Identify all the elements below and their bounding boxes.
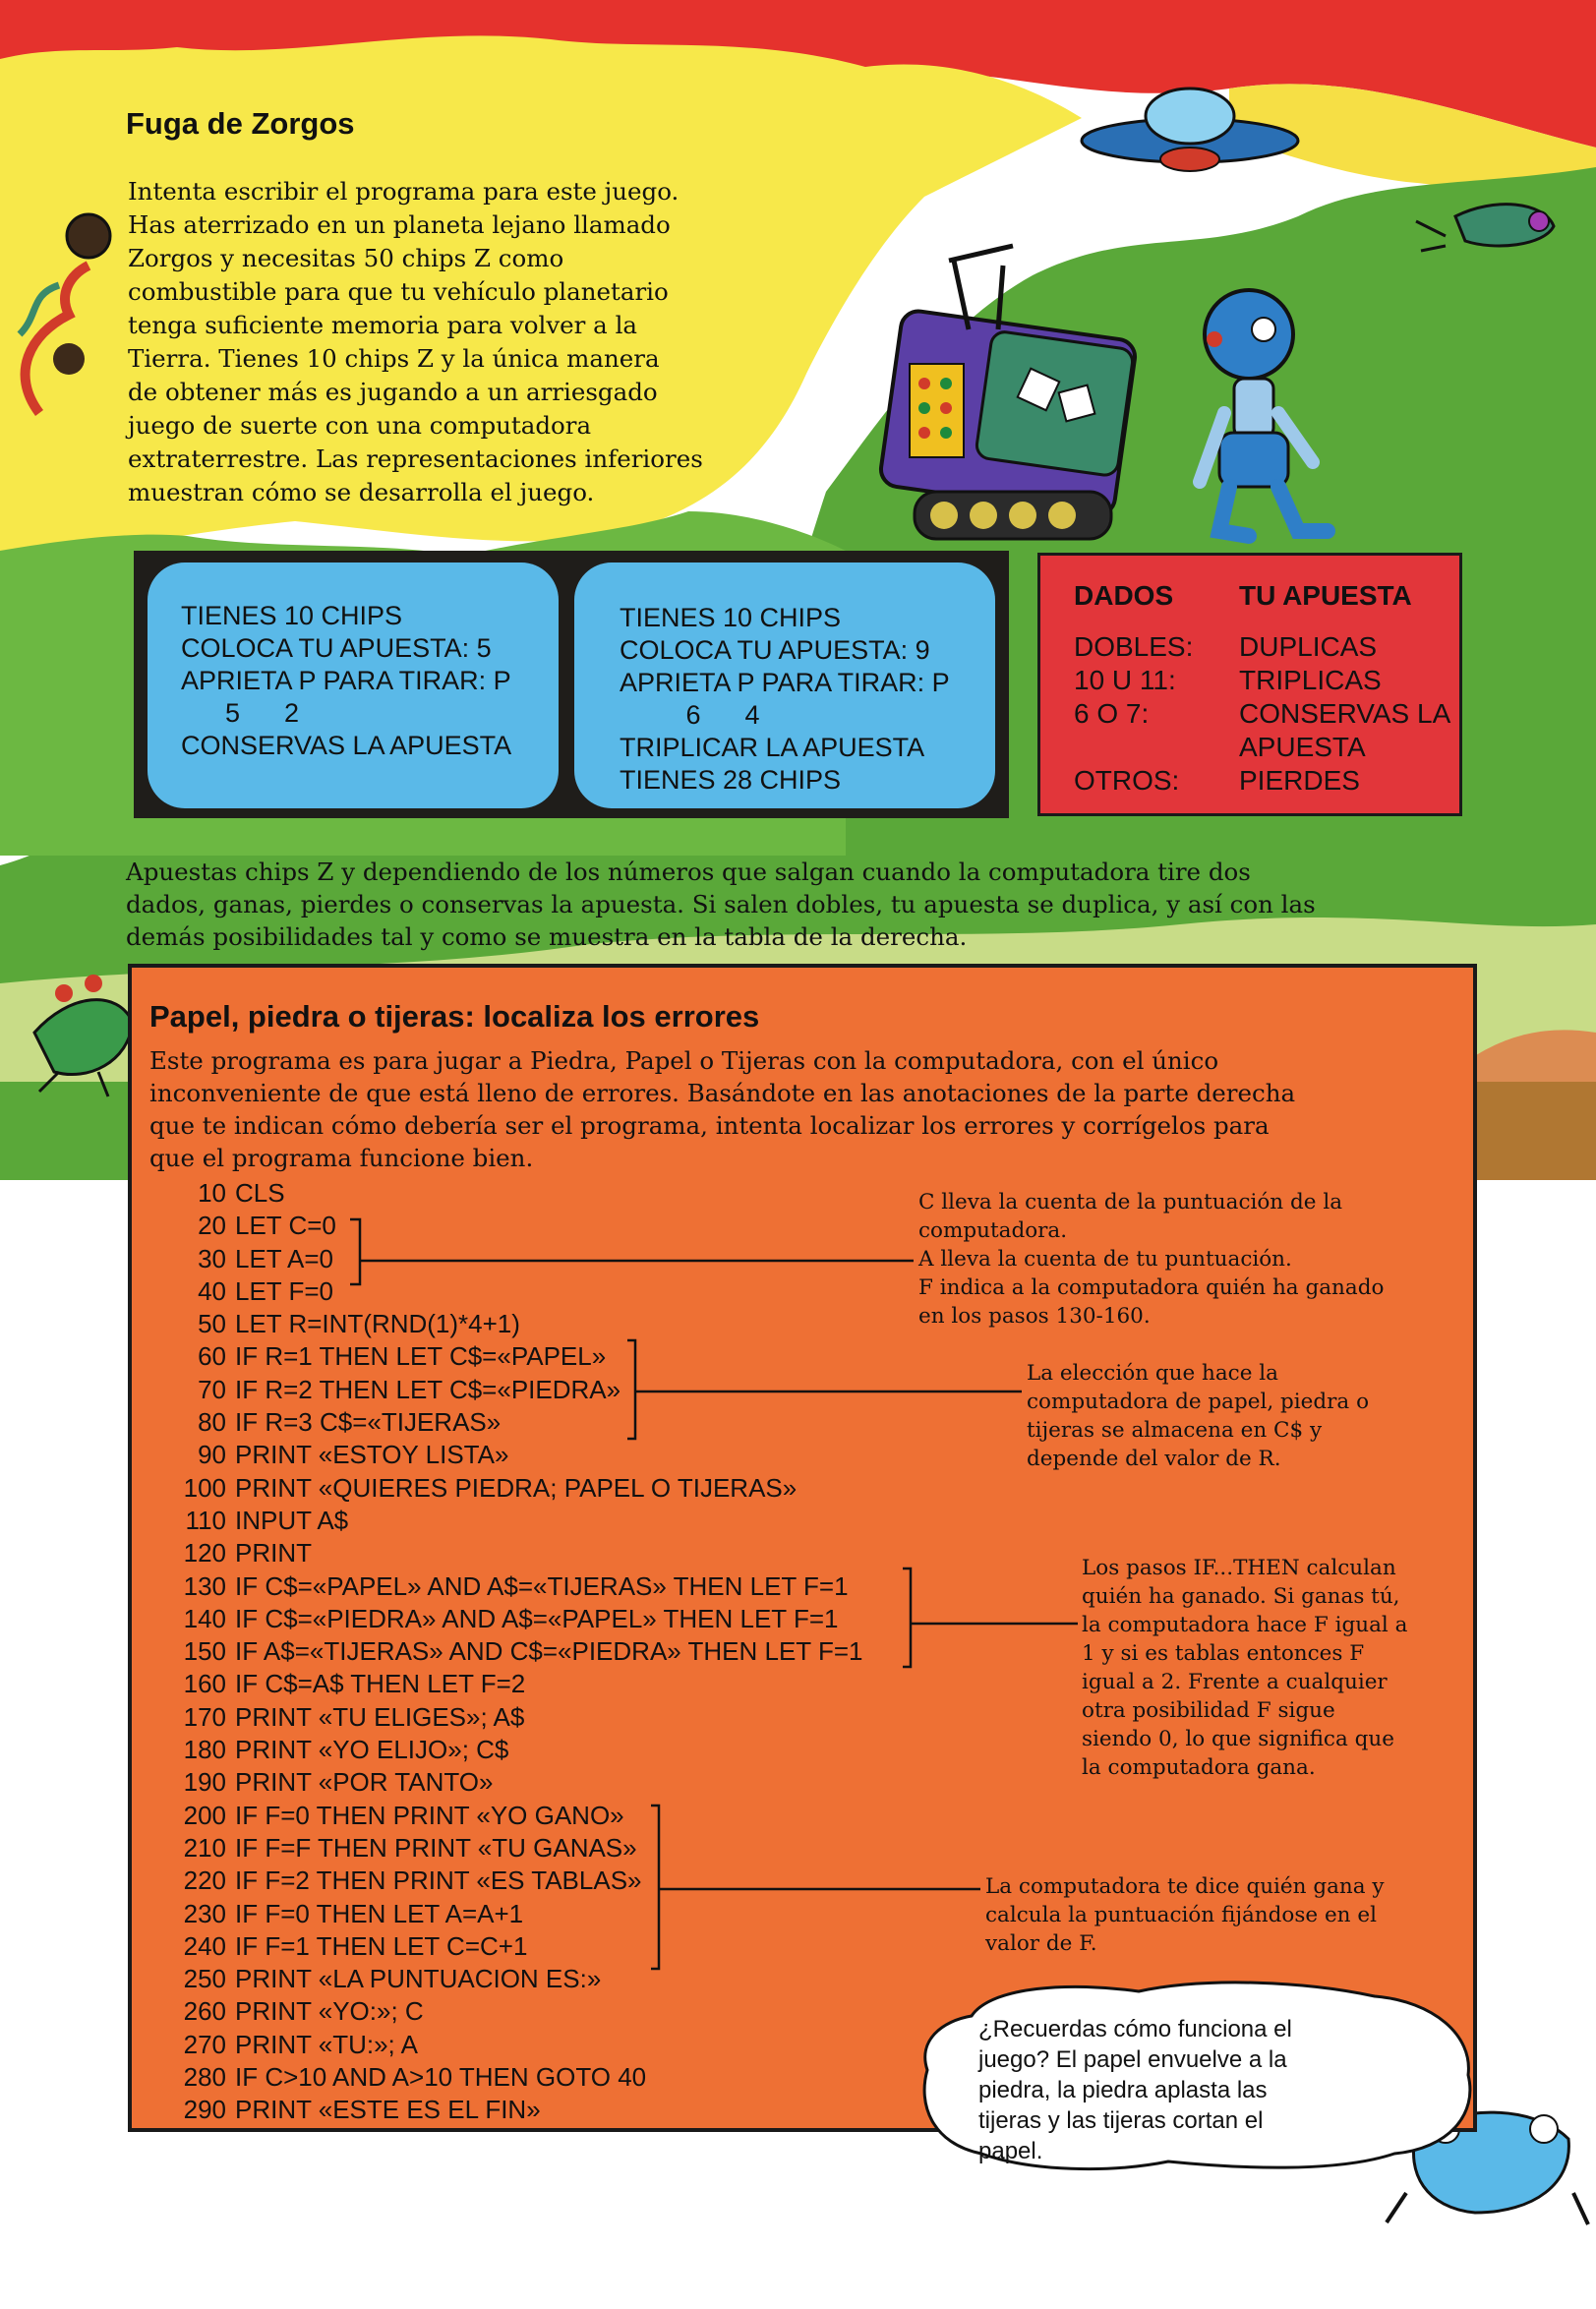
code-statement: PRINT «ESTE ES EL FIN» xyxy=(235,2095,541,2125)
table-cell-apuesta: CONSERVAS LA xyxy=(1239,698,1451,729)
line-number: 280 xyxy=(183,2062,226,2093)
line-number: 60 xyxy=(198,1341,226,1372)
game-screen-1 xyxy=(148,562,559,808)
table-cell-apuesta: DUPLICAS xyxy=(1239,631,1378,662)
code-statement: INPUT A$ xyxy=(235,1505,349,1535)
code-statement: PRINT «YO:»; C xyxy=(235,1996,424,2027)
line-number: 230 xyxy=(183,1898,226,1928)
intro-line: tenga suficiente memoria para volver a la xyxy=(128,311,638,339)
line-number: 270 xyxy=(183,2029,226,2059)
note-line: la computadora hace F igual a xyxy=(1082,1613,1408,1637)
note-line: A lleva la cuenta de tu puntuación. xyxy=(918,1247,1292,1272)
screen-line: 6 4 xyxy=(620,700,760,730)
screen-line: TIENES 28 CHIPS xyxy=(620,765,842,795)
code-statement: IF F=0 THEN LET A=A+1 xyxy=(235,1898,524,1928)
bubble-line: juego? El papel envuelve a la xyxy=(978,2046,1287,2073)
code-statement: PRINT «YO ELIJO»; C$ xyxy=(235,1735,509,1765)
line-number: 120 xyxy=(183,1538,226,1569)
bubble-line: ¿Recuerdas cómo funciona el xyxy=(978,2016,1292,2043)
code-statement: LET F=0 xyxy=(235,1275,333,1306)
bubble-text xyxy=(978,2014,1292,2166)
code-statement: IF F=1 THEN LET C=C+1 xyxy=(235,1930,528,1961)
line-number: 260 xyxy=(183,1996,226,2027)
note-line: computadora de papel, piedra o xyxy=(1027,1390,1370,1414)
code-statement: IF R=1 THEN LET C$=«PAPEL» xyxy=(235,1341,607,1372)
line-number: 140 xyxy=(183,1603,226,1633)
code-statement: IF C>10 AND A>10 THEN GOTO 40 xyxy=(235,2062,647,2093)
line-number: 30 xyxy=(198,1243,226,1273)
code-statement: LET C=0 xyxy=(235,1211,336,1241)
panel-title: Papel, piedra o tijeras: localiza los errores xyxy=(149,999,760,1034)
code-statement: IF F=2 THEN PRINT «ES TABLAS» xyxy=(235,1865,642,1896)
screen-line: TIENES 10 CHIPS xyxy=(620,603,842,632)
line-number: 240 xyxy=(183,1930,226,1961)
line-number: 290 xyxy=(183,2095,226,2125)
intro-line: extraterrestre. Las representaciones inferiores xyxy=(128,444,703,473)
bubble-line: papel. xyxy=(978,2138,1043,2164)
code-statement: PRINT «ESTOY LISTA» xyxy=(235,1440,509,1470)
code-statement: CLS xyxy=(235,1178,285,1208)
code-statement: LET A=0 xyxy=(235,1243,333,1273)
intro-line: Tierra. Tienes 10 chips Z y la única manera xyxy=(128,344,660,373)
table-cell-apuesta: TRIPLICAS xyxy=(1239,665,1382,695)
line-number: 50 xyxy=(198,1309,226,1339)
code-statement: PRINT «TU ELIGES»; A$ xyxy=(235,1701,525,1732)
intro-line: Has aterrizado en un planeta lejano llamado xyxy=(128,210,671,239)
line-number: 110 xyxy=(185,1505,226,1535)
screen-line: COLOCA TU APUESTA: 5 xyxy=(181,633,492,663)
table-cell-dados: 6 O 7: xyxy=(1074,698,1150,729)
intro-text xyxy=(128,175,703,509)
line-number: 190 xyxy=(183,1767,226,1798)
screen-line: 5 2 xyxy=(181,698,300,728)
code-statement: IF C$=«PIEDRA» AND A$=«PAPEL» THEN LET F=1 xyxy=(235,1603,839,1633)
table-header-apuesta: TU APUESTA xyxy=(1239,580,1412,611)
line-number: 170 xyxy=(183,1701,226,1732)
line-number: 150 xyxy=(183,1636,226,1667)
line-number: 180 xyxy=(183,1735,226,1765)
line-number: 200 xyxy=(183,1800,226,1830)
note-line: La elección que hace la xyxy=(1027,1361,1278,1386)
table-cell-dados: OTROS: xyxy=(1074,765,1180,796)
bubble-line: piedra, la piedra aplasta las xyxy=(978,2077,1268,2103)
note-line: siendo 0, lo que significa que xyxy=(1082,1727,1394,1751)
table-cell-dados: DOBLES: xyxy=(1074,631,1194,662)
intro-line: juego de suerte con una computadora xyxy=(128,411,592,440)
code-statement: PRINT «TU:»; A xyxy=(235,2029,418,2059)
code-statement: LET R=INT(RND(1)*4+1) xyxy=(235,1309,520,1339)
intro-line: combustible para que tu vehículo planetario xyxy=(128,277,669,306)
code-statement: IF C$=«PAPEL» AND A$=«TIJERAS» THEN LET F=1 xyxy=(235,1570,849,1601)
note-line: F indica a la computadora quién ha ganado xyxy=(918,1275,1385,1300)
table-cell-dados: 10 U 11: xyxy=(1074,665,1176,695)
line-number: 210 xyxy=(183,1832,226,1863)
description-line: demás posibilidades tal y como se muestra en la tabla de la derecha. xyxy=(126,922,968,951)
note-line: la computadora gana. xyxy=(1082,1755,1316,1780)
line-number: 40 xyxy=(198,1275,226,1306)
code-statement: IF R=3 C$=«TIJERAS» xyxy=(235,1407,502,1438)
line-number: 10 xyxy=(198,1178,226,1208)
table-header-dados: DADOS xyxy=(1074,580,1174,611)
note-line: 1 y si es tablas entonces F xyxy=(1082,1641,1365,1666)
bubble-line: tijeras y las tijeras cortan el xyxy=(978,2107,1264,2134)
code-statement: PRINT «LA PUNTUACION ES:» xyxy=(235,1964,602,1994)
code-statement: IF R=2 THEN LET C$=«PIEDRA» xyxy=(235,1374,621,1404)
note-line: La computadora te dice quién gana y xyxy=(985,1874,1385,1899)
note-line: computadora. xyxy=(918,1218,1068,1243)
game-screen-2 xyxy=(574,562,995,808)
line-number: 80 xyxy=(198,1407,226,1438)
line-number: 100 xyxy=(183,1472,226,1503)
code-statement: IF A$=«TIJERAS» AND C$=«PIEDRA» THEN LET F=1 xyxy=(235,1636,863,1667)
line-number: 250 xyxy=(183,1964,226,1994)
screen-line: TIENES 10 CHIPS xyxy=(181,601,403,630)
screen-line: COLOCA TU APUESTA: 9 xyxy=(620,635,930,665)
note-line: otra posibilidad F sigue xyxy=(1082,1698,1335,1723)
screen-line: TRIPLICAR LA APUESTA xyxy=(620,733,925,762)
note-line: Los pasos IF...THEN calculan xyxy=(1082,1556,1396,1580)
note-line: calcula la puntuación fijándose en el xyxy=(985,1903,1377,1927)
intro-line: Intenta escribir el programa para este juego. xyxy=(128,177,680,206)
dice-bet-table xyxy=(1037,553,1462,816)
panel-intro-line: Este programa es para jugar a Piedra, Papel o Tijeras con la computadora, con el único xyxy=(149,1046,1219,1075)
code-statement: IF F=0 THEN PRINT «YO GANO» xyxy=(235,1800,624,1830)
line-number: 220 xyxy=(183,1865,226,1896)
line-number: 90 xyxy=(198,1440,226,1470)
panel-intro-line: que te indican cómo debería ser el programa, intenta localizar los errores y corrígelos para xyxy=(149,1111,1270,1140)
note-line: valor de F. xyxy=(985,1931,1097,1956)
intro-title: Fuga de Zorgos xyxy=(126,106,355,141)
code-statement: PRINT xyxy=(235,1538,312,1569)
line-number: 160 xyxy=(183,1669,226,1699)
note-line: tijeras se almacena en C$ y xyxy=(1027,1418,1323,1443)
table-cell-dados xyxy=(1074,731,1193,764)
note-line: igual a 2. Frente a cualquier xyxy=(1082,1670,1388,1694)
line-number: 70 xyxy=(198,1374,226,1404)
line-number: 130 xyxy=(183,1570,226,1601)
table-cell-apuesta: PIERDES xyxy=(1239,765,1360,796)
bug-hunt-panel xyxy=(128,964,1477,2132)
code-statement: IF C$=A$ THEN LET F=2 xyxy=(235,1669,526,1699)
annotation-lines xyxy=(132,968,1473,2128)
rules-description xyxy=(126,856,1316,953)
panel-intro-line: que el programa funcione bien. xyxy=(149,1144,534,1172)
note-line: depende del valor de R. xyxy=(1027,1447,1281,1471)
code-statement: PRINT «QUIERES PIEDRA; PAPEL O TIJERAS» xyxy=(235,1472,798,1503)
note-line: quién ha ganado. Si ganas tú, xyxy=(1082,1584,1400,1609)
note-line: en los pasos 130-160. xyxy=(918,1304,1151,1329)
description-line: dados, ganas, pierdes o conservas la apuesta. Si salen dobles, tu apuesta se duplica, y así con las xyxy=(126,890,1316,918)
table-cell-apuesta: APUESTA xyxy=(1239,732,1366,762)
intro-line: muestran cómo se desarrolla el juego. xyxy=(128,478,595,506)
intro-line: Zorgos y necesitas 50 chips Z como xyxy=(128,244,564,272)
screen-line: APRIETA P PARA TIRAR: P xyxy=(181,666,511,695)
screen-line: CONSERVAS LA APUESTA xyxy=(181,731,512,760)
note-line: C lleva la cuenta de la puntuación de la xyxy=(918,1190,1343,1214)
description-line: Apuestas chips Z y dependiendo de los números que salgan cuando la computadora tire dos xyxy=(126,858,1251,886)
line-number: 20 xyxy=(198,1211,226,1241)
intro-line: de obtener más es jugando a un arriesgado xyxy=(128,378,658,406)
code-statement: IF F=F THEN PRINT «TU GANAS» xyxy=(235,1832,637,1863)
screen-line: APRIETA P PARA TIRAR: P xyxy=(620,668,950,697)
code-statement: PRINT «POR TANTO» xyxy=(235,1767,494,1798)
panel-intro-line: inconveniente de que está lleno de errores. Basándote en las anotaciones de la parte derecha xyxy=(149,1079,1296,1107)
